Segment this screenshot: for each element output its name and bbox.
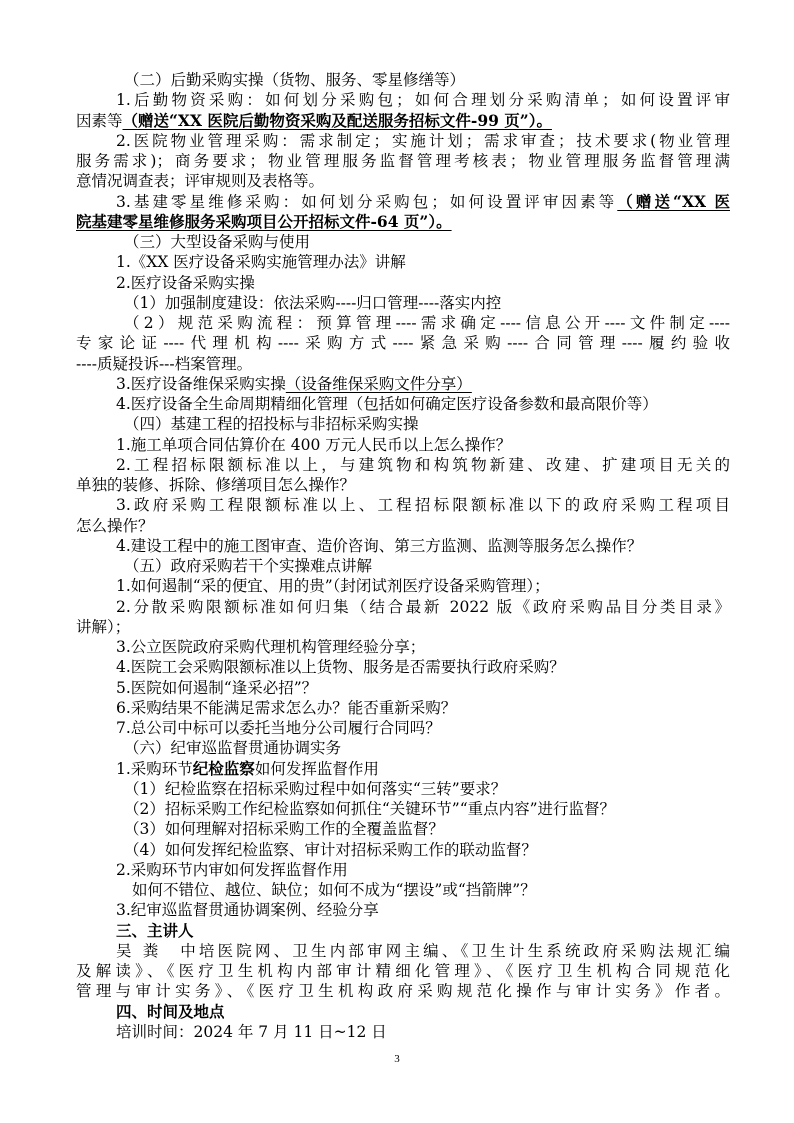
text-line: 如何不错位、越位、缺位；如何不成为“摆设”或“挡箭牌”？	[132, 881, 536, 900]
text-line: 3.政府采购工程限额标准以上、工程招标限额标准以下的政府采购工程项目	[116, 496, 730, 515]
text-segment: 1.采购环节	[116, 759, 193, 778]
text-line: 2.采购环节内审如何发挥监督作用	[116, 860, 348, 879]
text-line: 1.《XX 医疗设备采购实施管理办法》讲解	[116, 253, 406, 272]
text-line: （六）纪审巡监督贯通协调实务	[124, 739, 342, 758]
text-line: 6.采购结果不能满足需求怎么办？能否重新采购？	[116, 698, 457, 717]
text-line: 意情况调查表；评审规则及表格等。	[76, 172, 325, 191]
text-line: 4.建设工程中的施工图审查、造价咨询、第三方监测、监测等服务怎么操作？	[116, 536, 643, 555]
text-line: 服务需求)；商务要求；物业管理服务监督管理考核表；物业管理服务监督管理满	[76, 152, 730, 171]
text-line: （四）基建工程的招投标与非招标采购实操	[124, 415, 419, 434]
text-line: （4）如何发挥纪检监察、审计对招标采购工作的联动监督？	[124, 840, 537, 859]
text-line: 培训时间：2024 年 7 月 11 日~12 日	[116, 1023, 387, 1041]
text-line: 2.医疗设备采购实操	[116, 273, 255, 292]
text-line: 2.工程招标限额标准以上，与建筑物和构筑物新建、改建、扩建项目无关的	[116, 455, 730, 474]
text-line: 四、时间及地点	[116, 1001, 225, 1021]
text-segment: （赠送“XX 医院后勤物资采购及配送服务招标文件-99 页”）。	[122, 110, 552, 130]
text-line: 4.医院工会采购限额标准以上货物、服务是否需要执行政府采购？	[116, 658, 565, 677]
page-number: 3	[394, 1053, 400, 1065]
text-line: （二）后勤采购实操（货物、服务、零星修缮等）	[124, 71, 466, 89]
text-line: 3.纪审巡监督贯通协调案例、经验分享	[116, 901, 379, 920]
text-line: 吴 粪 中培医院网、卫生内部审网主编、《卫生计生系统政府采购法规汇编	[116, 941, 730, 960]
text-line: 怎么操作？	[76, 516, 154, 535]
text-line: （3）如何理解对招标采购工作的全覆盖监督？	[124, 820, 444, 839]
text-line: 单独的装修、拆除、修缮项目怎么操作？	[76, 476, 356, 495]
text-line: （三）大型设备采购与使用	[124, 233, 311, 252]
text-line: ----质疑投诉---档案管理。	[76, 354, 253, 373]
text-line: 4.医疗设备全生命周期精细化管理（包括如何确定医疗设备参数和最高限价等）	[116, 395, 658, 414]
text-line: 2.医院物业管理采购：需求制定；实施计划；需求审查；技术要求(物业管理	[116, 131, 730, 150]
text-line: 讲解）；	[76, 617, 131, 636]
text-line: 三、主讲人	[116, 920, 194, 940]
text-segment: 3.医疗设备维保采购实操	[116, 374, 286, 393]
text-line: 专家论证----代理机构----采购方式----紧急采购----合同管理----履约验收	[76, 334, 730, 353]
text-line: （五）政府采购若干个实操难点讲解	[124, 557, 373, 576]
text-line: 5.医院如何遏制“逢采必招”？	[116, 678, 318, 697]
text-line: 2.分散采购限额标准如何归集（结合最新 2022 版《政府采购品目分类目录》	[116, 597, 730, 616]
text-line: （2）招标采购工作纪检监察如何抓住“关键环节”“重点内容”进行监督？	[124, 800, 616, 819]
text-line: 7.总公司中标可以委托当地分公司履行合同吗？	[116, 719, 441, 738]
text-segment: 院基建零星维修服务采购项目公开招标文件-64 页”）。	[76, 211, 452, 231]
text-segment: （设备维保采购文件分享）	[285, 374, 472, 393]
text-line: （1）加强制度建设：依法采购----归口管理----落实内控	[124, 293, 502, 312]
text-line: 1.如何遏制“采的便宜、用的贵”（封闭试剂医疗设备采购管理）；	[116, 577, 550, 596]
text-segment: 3.基建零星维修采购：如何划分采购包；如何设置评审因素等	[116, 192, 618, 211]
text-line: 及解读》、《医疗卫生机构内部审计精细化管理》、《医疗卫生机构合同规范化	[76, 962, 730, 981]
text-segment: （赠送“XX 医	[617, 191, 730, 211]
text-segment: 因素等	[76, 111, 123, 130]
text-segment: 如何发挥监督作用	[254, 759, 379, 778]
text-line: 1.施工单项合同估算价在 400 万元人民币以上怎么操作？	[116, 435, 512, 454]
text-line: 管理与审计实务》、《医疗卫生机构政府采购规范化操作与审计实务》作者。	[76, 982, 730, 1001]
text-segment: 1.后勤物资采购：如何划分采购包；如何合理划分采购清单；如何设置评审	[116, 91, 730, 110]
text-line: 3.公立医院政府采购代理机构管理经验分享；	[116, 638, 426, 657]
text-segment: 纪检监察	[192, 758, 255, 778]
text-line: （2）规范采购流程：预算管理----需求确定----信息公开----文件制定----	[124, 314, 730, 333]
text-line: （1）纪检监察在招标采购过程中如何落实“三转”要求？	[124, 779, 507, 798]
